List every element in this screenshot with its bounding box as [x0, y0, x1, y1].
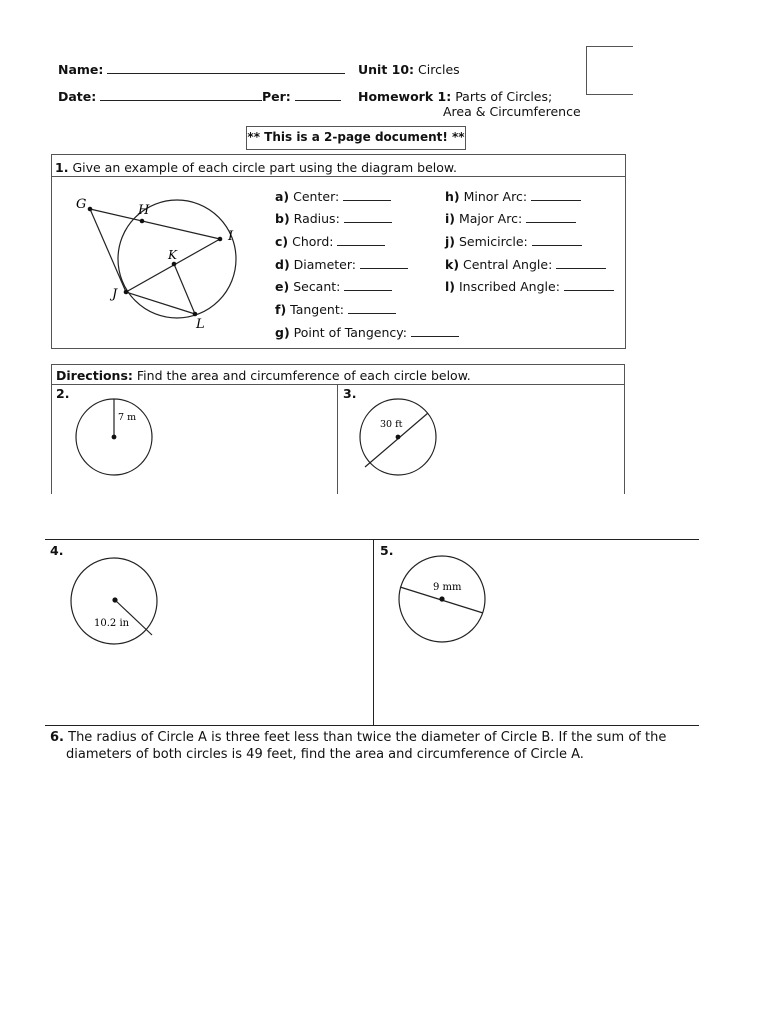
problem-4-number: 4. — [50, 543, 64, 558]
problem-3-circle — [358, 394, 448, 484]
homework-label: Homework 1: — [358, 89, 452, 104]
problem-2-measure: 7 m — [118, 412, 137, 423]
name-row — [58, 62, 345, 77]
problem-2-circle — [70, 394, 160, 484]
part-e: e) Secant: — [275, 279, 392, 294]
label-H: H — [138, 203, 150, 218]
point-J — [124, 290, 129, 295]
notice-text: ** This is a 2-page document! ** — [247, 130, 465, 144]
problem-4-circle — [66, 555, 166, 655]
date-row — [58, 89, 262, 104]
problems-2-3-divider — [337, 384, 338, 494]
corner-box-top — [586, 46, 633, 47]
unit-row — [358, 62, 460, 77]
homework-title-line2: Area & Circumference — [443, 104, 581, 119]
problem-5-center — [439, 596, 444, 601]
part-l: l) Inscribed Angle: — [445, 279, 614, 294]
q1-prompt-row — [55, 160, 457, 175]
part-b: b) Radius: — [275, 211, 392, 226]
q6-line1: The radius of Circle A is three feet less than twice the diameter of Circle B. If the sum of the — [68, 730, 667, 745]
directions-row — [56, 368, 471, 383]
part-c: c) Chord: — [275, 234, 385, 249]
part-i-answer[interactable] — [526, 211, 576, 223]
label-K: K — [168, 248, 177, 262]
q6-line2: diameters of both circles is 49 feet, find the area and circumference of Circle A. — [66, 747, 584, 762]
q1-number: 1. — [55, 160, 69, 175]
part-j: j) Semicircle: — [445, 234, 582, 249]
point-L — [193, 312, 198, 317]
point-K — [172, 262, 177, 267]
problem-3-number: 3. — [343, 386, 357, 401]
problem-2-center — [112, 435, 117, 440]
q1-header-divider — [52, 176, 625, 177]
directions-divider — [51, 384, 625, 385]
per-row — [262, 89, 341, 104]
problems-4-5-divider — [373, 539, 374, 725]
homework-title-line1: Parts of Circles; — [455, 89, 553, 104]
homework-row — [358, 89, 552, 104]
label-G: G — [76, 197, 87, 212]
segment-GI — [90, 209, 220, 239]
label-I: I — [228, 229, 234, 244]
corner-box-left — [586, 46, 587, 94]
q6-line1-row — [50, 730, 666, 745]
point-H — [140, 219, 145, 224]
point-I — [218, 237, 223, 242]
name-field[interactable] — [107, 62, 345, 74]
directions-top-border — [51, 364, 625, 365]
label-L: L — [196, 317, 205, 332]
part-l-answer[interactable] — [564, 279, 614, 291]
problem-5-measure: 9 mm — [433, 582, 462, 593]
q6-number: 6. — [50, 730, 64, 745]
date-label: Date: — [58, 89, 97, 104]
q1-prompt: Give an example of each circle part using the diagram below. — [72, 160, 457, 175]
part-h-answer[interactable] — [531, 189, 581, 201]
problem-5-number: 5. — [380, 543, 394, 558]
point-G — [88, 207, 93, 212]
part-b-answer[interactable] — [344, 211, 392, 223]
page2-mid-border — [45, 725, 699, 726]
q1-circle-diagram — [70, 192, 260, 342]
part-f-answer[interactable] — [348, 302, 396, 314]
unit-label: Unit 10: — [358, 62, 415, 77]
part-a-answer[interactable] — [343, 189, 391, 201]
segment-GJ — [90, 209, 126, 292]
problem-5-circle — [394, 555, 494, 655]
diagram-circle — [118, 200, 236, 318]
part-k-answer[interactable] — [556, 257, 606, 269]
problem-4-center — [112, 597, 117, 602]
part-d-answer[interactable] — [360, 257, 408, 269]
part-d: d) Diameter: — [275, 257, 408, 272]
part-g-answer[interactable] — [411, 325, 459, 337]
label-J: J — [112, 287, 118, 302]
date-field[interactable] — [100, 89, 262, 101]
directions-label: Directions: — [56, 368, 133, 383]
part-i: i) Major Arc: — [445, 211, 576, 226]
part-a: a) Center: — [275, 189, 391, 204]
part-h: h) Minor Arc: — [445, 189, 581, 204]
corner-box-bottom — [586, 94, 633, 95]
part-c-answer[interactable] — [337, 234, 385, 246]
unit-title: Circles — [418, 62, 460, 77]
part-g: g) Point of Tangency: — [275, 325, 459, 340]
segment-KL — [174, 264, 195, 314]
problem-2-number: 2. — [56, 386, 70, 401]
problem-3-center — [396, 435, 401, 440]
problem-4-measure: 10.2 in — [94, 618, 130, 629]
per-field[interactable] — [295, 89, 341, 101]
segment-JL — [126, 292, 195, 314]
problem-3-measure: 30 ft — [380, 419, 403, 430]
part-j-answer[interactable] — [532, 234, 582, 246]
part-k: k) Central Angle: — [445, 257, 606, 272]
directions-text: Find the area and circumference of each circle below. — [136, 368, 471, 383]
name-label: Name: — [58, 62, 104, 77]
part-e-answer[interactable] — [344, 279, 392, 291]
page2-top-border — [45, 539, 699, 540]
part-f: f) Tangent: — [275, 302, 396, 317]
per-label: Per: — [262, 89, 291, 104]
